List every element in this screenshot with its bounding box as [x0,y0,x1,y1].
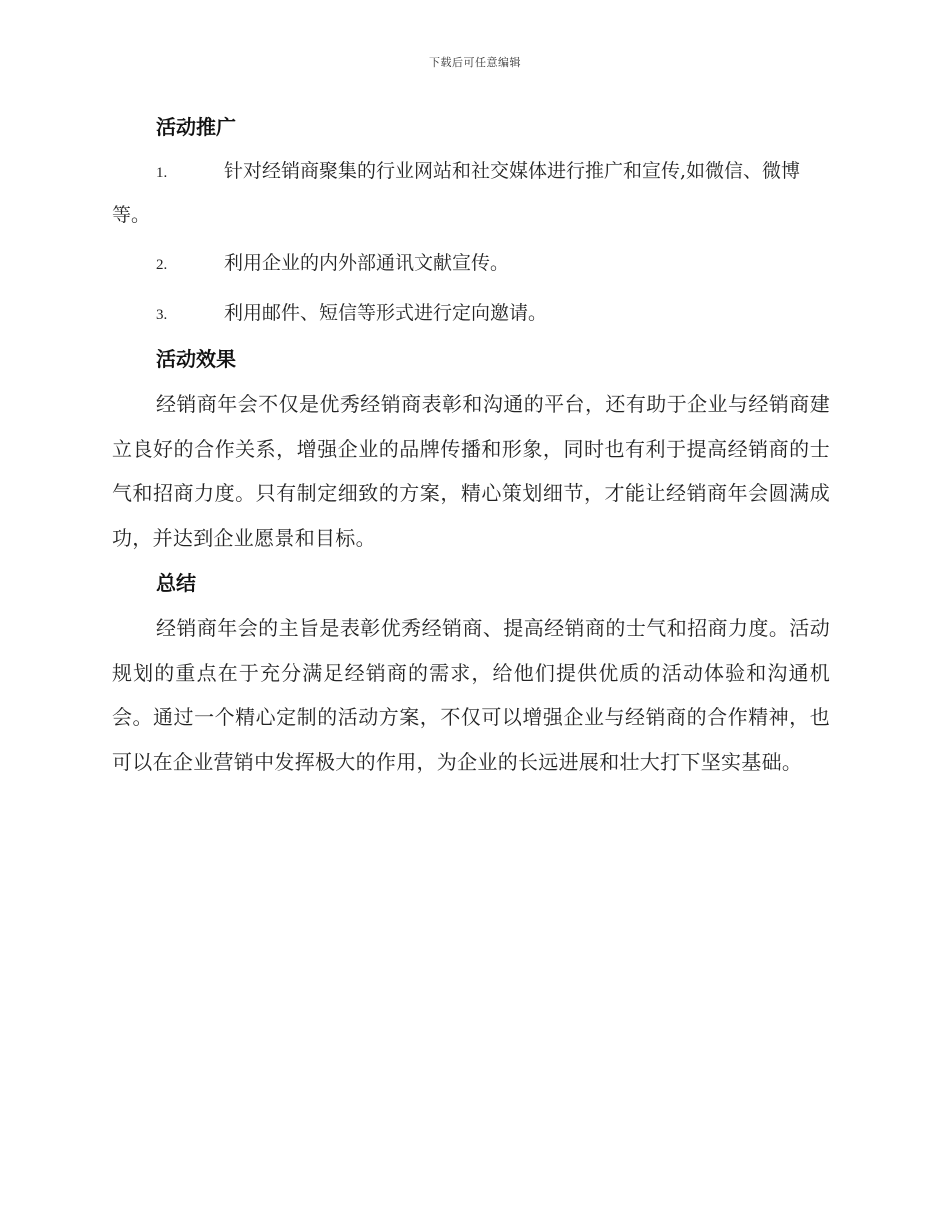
section-title-summary: 总结 [156,571,196,595]
list-number: 3. [156,307,168,323]
list-text: 利用企业的内外部通讯文献宣传。 [224,252,510,274]
list-number: 1. [156,165,168,181]
list-item [112,292,830,336]
list-text: 利用邮件、短信等形式进行定向邀请。 [224,302,548,324]
list-number: 2. [156,257,168,273]
section-title-promotion: 活动推广 [156,115,236,139]
effect-paragraph: 经销商年会不仅是优秀经销商表彰和沟通的平台，还有助于企业与经销商建立良好的合作关系，增强企业的品牌传播和形象，同时也有利于提高经销商的士气和招商力度。只有制定细致的方案，精心策划细节，才能让经销商年会圆满成功，并达到企业愿景和目标。 [112,392,830,550]
list-item [112,150,830,236]
section-title-effect: 活动效果 [156,347,236,371]
list-item [112,242,830,286]
list-text: 针对经销商聚集的行业网站和社交媒体进行推广和宣传,如微信、微博等。 [112,160,801,226]
document-content [112,110,830,784]
header-note: 下载后可任意编辑 [429,56,521,69]
summary-paragraph: 经销商年会的主旨是表彰优秀经销商、提高经销商的士气和招商力度。活动规划的重点在于充分满足经销商的需求，给他们提供优质的活动体验和沟通机会。通过一个精心定制的活动方案，不仅可以增强企业与经销商的合作精神，也可以在企业营销中发挥极大的作用，为企业的长远进展和壮大打下坚实基础。 [112,616,830,774]
promotion-list [112,150,830,336]
